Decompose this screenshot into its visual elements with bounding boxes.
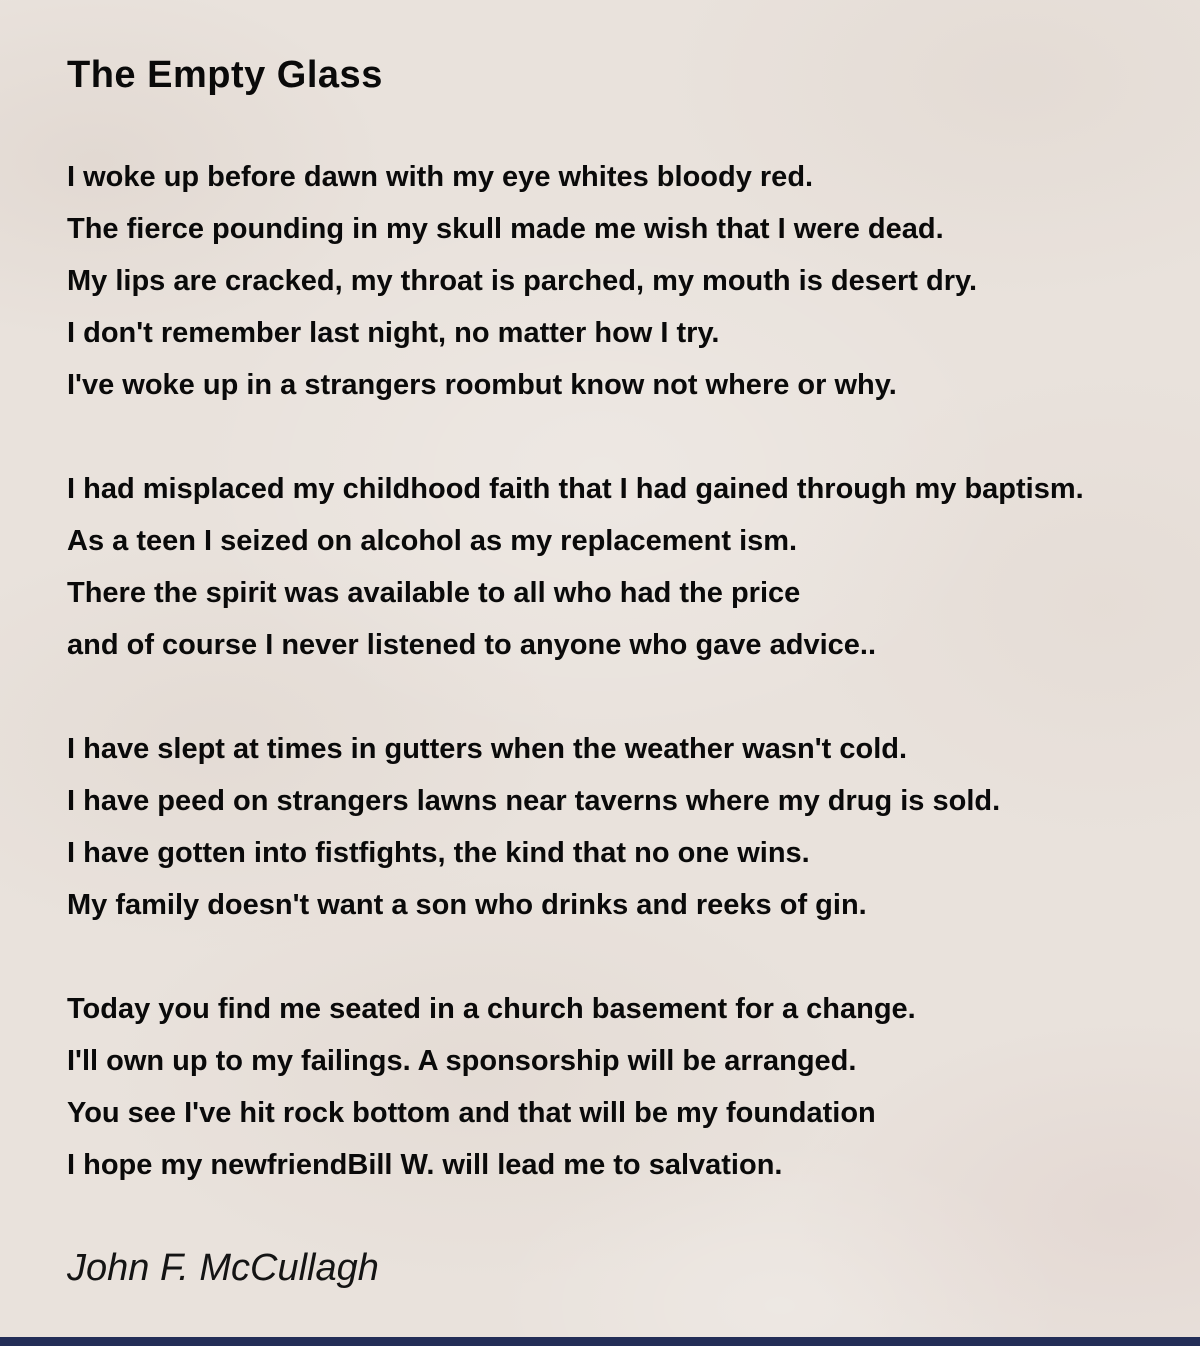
poem-line: I have peed on strangers lawns near taverns where my drug is sold. [67, 785, 1001, 817]
poem-line: My lips are cracked, my throat is parched, my mouth is desert dry. [67, 265, 978, 297]
poem-stanza-3 [67, 723, 1200, 931]
poem-line: I'll own up to my failings. A sponsorship will be arranged. [67, 1045, 857, 1077]
poem-line: You see I've hit rock bottom and that will be my foundation [67, 1097, 876, 1129]
poem-stanza-1 [67, 151, 1200, 411]
poem-author: John F. McCullagh [67, 1247, 379, 1289]
poem-line: There the spirit was available to all who had the price [67, 577, 801, 609]
footer-bar [0, 1337, 1200, 1346]
poem-line: I have slept at times in gutters when the weather wasn't cold. [67, 733, 908, 765]
poem-line: Today you find me seated in a church basement for a change. [67, 993, 916, 1025]
poem-line: As a teen I seized on alcohol as my replacement ism. [67, 525, 798, 557]
poem-line: I hope my newfriendBill W. will lead me to salvation. [67, 1149, 783, 1181]
poem-stanza-4 [67, 983, 1200, 1191]
poem-line: I have gotten into fistfights, the kind that no one wins. [67, 837, 810, 869]
poem-stanza-2 [67, 463, 1200, 671]
poem-line: I've woke up in a strangers roombut know not where or why. [67, 369, 897, 401]
poem-line: and of course I never listened to anyone who gave advice.. [67, 629, 877, 661]
poem-title: The Empty Glass [67, 54, 383, 96]
poem-line: The fierce pounding in my skull made me wish that I were dead. [67, 213, 944, 245]
poem-line: I had misplaced my childhood faith that I had gained through my baptism. [67, 473, 1084, 505]
poem-line: I woke up before dawn with my eye whites bloody red. [67, 161, 814, 193]
poem-line: My family doesn't want a son who drinks and reeks of gin. [67, 889, 867, 921]
poem-line: I don't remember last night, no matter how I try. [67, 317, 720, 349]
